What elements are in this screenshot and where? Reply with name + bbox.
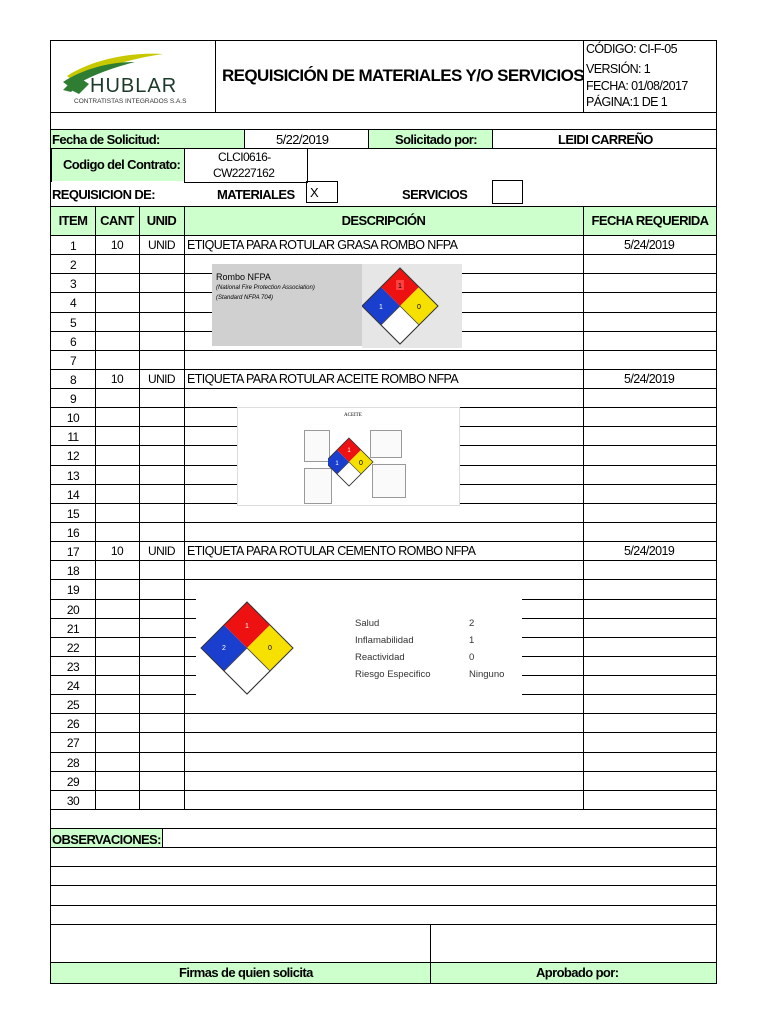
item-number: 16 bbox=[66, 526, 80, 540]
logo-subtitle: CONTRATISTAS INTEGRADOS S.A.S bbox=[74, 98, 187, 105]
item-number: 24 bbox=[66, 679, 80, 693]
page-title: REQUISICIÓN DE MATERIALES Y/O SERVICIOS bbox=[222, 66, 584, 85]
svg-text:0: 0 bbox=[268, 645, 272, 652]
solicitado-label: Solicitado por: bbox=[395, 132, 478, 147]
item-desc: ETIQUETA PARA ROTULAR GRASA ROMBO NFPA bbox=[187, 238, 458, 252]
svg-text:1: 1 bbox=[335, 461, 339, 467]
cemento-prop-value: 0 bbox=[469, 652, 475, 663]
requisicion-label: REQUISICION DE: bbox=[52, 187, 155, 202]
item-number: 20 bbox=[66, 603, 80, 617]
item-number: 13 bbox=[66, 469, 80, 483]
item-number: 11 bbox=[67, 430, 79, 444]
nfpa-diamond-icon bbox=[328, 432, 374, 492]
item-desc: ETIQUETA PARA ROTULAR CEMENTO ROMBO NFPA bbox=[187, 544, 476, 558]
item-number: 26 bbox=[66, 717, 80, 731]
cemento-prop-value: 1 bbox=[469, 635, 475, 646]
item-number: 5 bbox=[69, 316, 77, 330]
cemento-prop-label: Salud bbox=[355, 618, 380, 629]
header-unid: UNID bbox=[146, 213, 177, 228]
row-divider bbox=[50, 560, 717, 561]
cemento-nfpa-image bbox=[196, 598, 522, 696]
row-divider bbox=[50, 522, 717, 523]
aceite-nfpa-image bbox=[237, 407, 460, 506]
materiales-mark: X bbox=[310, 185, 319, 200]
svg-text:1: 1 bbox=[379, 304, 383, 311]
codigo-text: CÓDIGO: CI-F-05 bbox=[586, 42, 678, 56]
item-number: 1 bbox=[69, 239, 77, 253]
item-unid: UNID bbox=[148, 238, 175, 252]
item-unid: UNID bbox=[148, 372, 175, 386]
svg-text:0: 0 bbox=[417, 304, 421, 311]
item-number: 28 bbox=[66, 756, 80, 770]
aprobado-label: Aprobado por: bbox=[536, 965, 619, 980]
item-number: 6 bbox=[69, 335, 77, 349]
cemento-prop-label: Reactividad bbox=[355, 652, 405, 663]
cemento-prop-label: Inflamabilidad bbox=[355, 635, 414, 646]
nfpa-diamond-icon bbox=[200, 600, 300, 696]
item-number: 22 bbox=[66, 641, 80, 655]
nfpa-diamond-icon bbox=[362, 264, 462, 348]
fecha-solicitud-label: Fecha de Solicitud: bbox=[52, 132, 160, 147]
item-number: 19 bbox=[66, 583, 80, 597]
item-fecha: 5/24/2019 bbox=[624, 544, 675, 558]
logo-name: HUBLAR bbox=[90, 75, 178, 97]
fecha-text: FECHA: 01/08/2017 bbox=[586, 79, 688, 93]
item-fecha: 5/24/2019 bbox=[624, 238, 675, 252]
version-text: VERSIÓN: 1 bbox=[586, 62, 651, 76]
contrato-label: Codigo del Contrato: bbox=[63, 157, 181, 172]
header-cant: CANT bbox=[100, 213, 134, 228]
materiales-label: MATERIALES bbox=[217, 187, 295, 202]
servicios-label: SERVICIOS bbox=[402, 187, 468, 202]
row-divider bbox=[50, 713, 717, 714]
fecha-solicitud-value: 5/22/2019 bbox=[276, 132, 329, 147]
item-number: 30 bbox=[66, 794, 80, 808]
grasa-nfpa-image bbox=[212, 264, 462, 348]
aceite-image-title: ACEITE bbox=[344, 413, 362, 418]
item-number: 7 bbox=[69, 354, 77, 368]
item-number: 23 bbox=[66, 660, 80, 674]
row-divider bbox=[50, 388, 717, 389]
contrato-value-line1: CLCI0616- bbox=[218, 150, 271, 164]
item-fecha: 5/24/2019 bbox=[624, 372, 675, 386]
item-number: 25 bbox=[66, 698, 80, 712]
item-desc: ETIQUETA PARA ROTULAR ACEITE ROMBO NFPA bbox=[187, 372, 459, 386]
item-cant: 10 bbox=[110, 372, 124, 386]
item-number: 18 bbox=[66, 564, 80, 578]
grasa-image-line1: (National Fire Protection Association) bbox=[216, 285, 315, 291]
grasa-image-line2: (Standard NFPA 704) bbox=[216, 295, 274, 301]
svg-text:2: 2 bbox=[222, 645, 226, 652]
row-divider bbox=[50, 771, 717, 772]
item-number: 10 bbox=[66, 411, 80, 425]
row-divider bbox=[50, 752, 717, 753]
solicitado-value: LEIDI CARREÑO bbox=[558, 132, 653, 147]
contrato-value-line2: CW2227162 bbox=[213, 166, 275, 180]
item-number: 8 bbox=[69, 373, 77, 387]
materiales-checkbox[interactable] bbox=[306, 181, 338, 203]
item-number: 15 bbox=[66, 507, 80, 521]
item-number: 3 bbox=[69, 277, 77, 291]
servicios-checkbox[interactable] bbox=[492, 180, 523, 204]
item-number: 14 bbox=[66, 488, 80, 502]
svg-text:1: 1 bbox=[398, 283, 402, 290]
row-divider bbox=[50, 790, 717, 791]
row-divider bbox=[50, 369, 717, 370]
row-divider bbox=[50, 350, 717, 351]
header-fecha-requerida: FECHA REQUERIDA bbox=[591, 213, 709, 228]
svg-text:0: 0 bbox=[359, 460, 363, 467]
grasa-image-title: Rombo NFPA bbox=[216, 272, 271, 282]
observaciones-label: OBSERVACIONES: bbox=[52, 832, 161, 847]
svg-text:1: 1 bbox=[245, 623, 249, 630]
item-number: 17 bbox=[66, 545, 80, 559]
firmas-label: Firmas de quien solicita bbox=[179, 965, 313, 980]
item-number: 12 bbox=[66, 449, 80, 463]
item-number: 2 bbox=[69, 258, 77, 272]
cemento-prop-label: Riesgo Especifico bbox=[355, 669, 431, 680]
row-divider bbox=[50, 732, 717, 733]
cemento-prop-value: Ninguno bbox=[469, 669, 505, 680]
item-number: 21 bbox=[66, 622, 80, 636]
row-divider bbox=[50, 254, 717, 255]
cemento-prop-value: 2 bbox=[469, 618, 475, 629]
item-number: 9 bbox=[69, 392, 77, 406]
item-cant: 10 bbox=[110, 544, 124, 558]
header-descripcion: DESCRIPCIÓN bbox=[341, 213, 426, 228]
item-cant: 10 bbox=[110, 238, 124, 252]
svg-text:1: 1 bbox=[347, 448, 351, 454]
row-divider bbox=[50, 541, 717, 542]
item-number: 4 bbox=[69, 296, 77, 310]
item-unid: UNID bbox=[148, 544, 175, 558]
item-number: 27 bbox=[66, 736, 80, 750]
pagina-text: PÁGINA:1 DE 1 bbox=[586, 95, 668, 109]
header-item: ITEM bbox=[58, 213, 88, 228]
item-number: 29 bbox=[66, 775, 80, 789]
row-divider bbox=[50, 579, 717, 580]
